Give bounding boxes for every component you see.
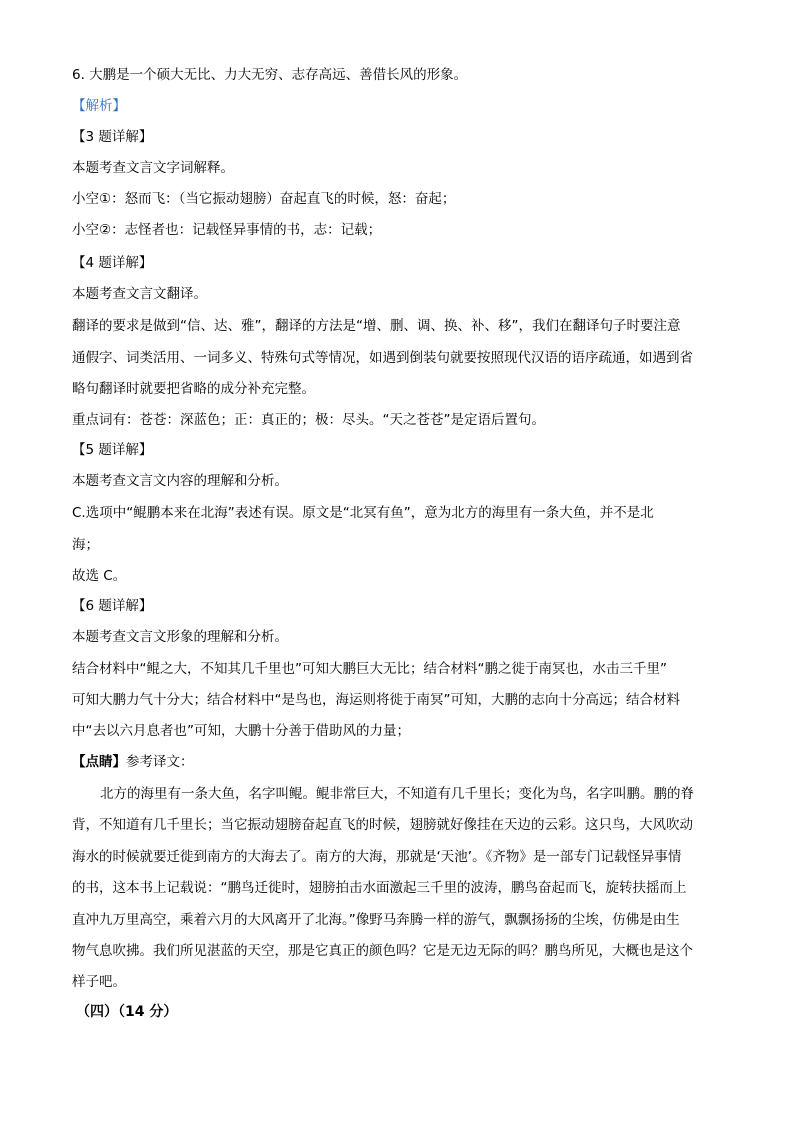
answer-6: 6. 大鹏是一个硕大无比、力大无穷、志存高远、善借长风的形象。 (72, 67, 468, 83)
q6-text-line-2: 可知大鹏力气十分大；结合材料中“是鸟也，海运则将徙于南冥”可知，大鹏的志向十分高远；结合材料 (72, 692, 680, 708)
q4-intro: 本题考查文言文翻译。 (72, 286, 207, 302)
q5-choice: 故选 C。 (72, 568, 127, 584)
q3-blank-2: 小空②：志怪者也：记载怪异事情的书，志：记载； (72, 222, 382, 238)
q4-heading: 【4 题详解】 (72, 255, 153, 271)
q6-text-line-1: 结合材料中“鲲之大，不知其几千里也”可知大鹏巨大无比；结合材料“鹏之徙于南冥也，水击三千里” (72, 661, 667, 677)
q3-blank-1: 小空①：怒而飞：（当它振动翅膀）奋起直飞的时候，怒：奋起； (72, 191, 456, 207)
q3-heading: 【3 题详解】 (72, 129, 153, 145)
q5-heading: 【5 题详解】 (72, 442, 153, 458)
q6-text-line-3: 中“去以六月息者也”可知，大鹏十分善于借助风的力量； (72, 723, 410, 739)
q5-text-line-1: C.选项中“鲲鹏本来在北海”表述有误。原文是“北冥有鱼”，意为北方的海里有一条大鱼，并不是北 (72, 505, 654, 521)
q4-text-line-1: 翻译的要求是做到“信、达、雅”，翻译的方法是“增、删、调、换、补、移”，我们在翻译句子时要注意 (72, 318, 681, 334)
tip-line (72, 753, 194, 771)
q6-heading: 【6 题详解】 (72, 598, 153, 614)
section-four-heading: （四）（14 分） (76, 1004, 178, 1020)
tip-tag: 【点睛】 (72, 754, 126, 770)
translation-line-1: 北方的海里有一条大鱼，名字叫鲲。鲲非常巨大，不知道有几千里长；变化为鸟，名字叫鹏。鹏的脊 (100, 786, 694, 802)
translation-line-6: 物气息吹拂。我们所见湛蓝的天空，那是它真正的颜色吗？它是无边无际的吗？鹏鸟所见，大概也是这个 (72, 943, 693, 959)
q5-intro: 本题考查文言文内容的理解和分析。 (72, 473, 288, 489)
tip-label: 参考译文： (126, 754, 194, 770)
q5-text-line-2: 海； (72, 537, 99, 553)
q4-text-line-2: 通假字、词类活用、一词多义、特殊句式等情况，如遇到倒装句就要按照现代汉语的语序疏通，如遇到省 (72, 350, 693, 366)
q4-text-line-3: 略句翻译时就要把省略的成分补充完整。 (72, 381, 315, 397)
q6-intro: 本题考查文言文形象的理解和分析。 (72, 629, 288, 645)
q4-key-words: 重点词有：苍苍：深蓝色；正：真正的；极：尽头。“天之苍苍”是定语后置句。 (72, 412, 545, 428)
translation-line-2: 背，不知道有几千里长；当它振动翅膀奋起直飞的时候，翅膀就好像挂在天边的云彩。这只鸟，大风吹动 (72, 817, 693, 833)
translation-line-3: 海水的时候就要迁徙到南方的大海去了。南方的大海，那就是‘天池’。《齐物》是一部专门记载怪异事情 (72, 849, 682, 865)
translation-line-5: 直冲九万里高空，乘着六月的大风离开了北海。”像野马奔腾一样的游气，飘飘扬扬的尘埃，仿佛是由生 (72, 912, 680, 928)
analysis-tag: 【解析】 (72, 98, 126, 114)
q3-intro: 本题考查文言文字词解释。 (72, 160, 234, 176)
translation-line-7: 样子吧。 (72, 974, 126, 990)
translation-line-4: 的书，这本书上记载说：“鹏鸟迁徙时，翅膀拍击水面激起三千里的波涛，鹏鸟奋起而飞，旋转扶摇而上 (72, 880, 687, 896)
